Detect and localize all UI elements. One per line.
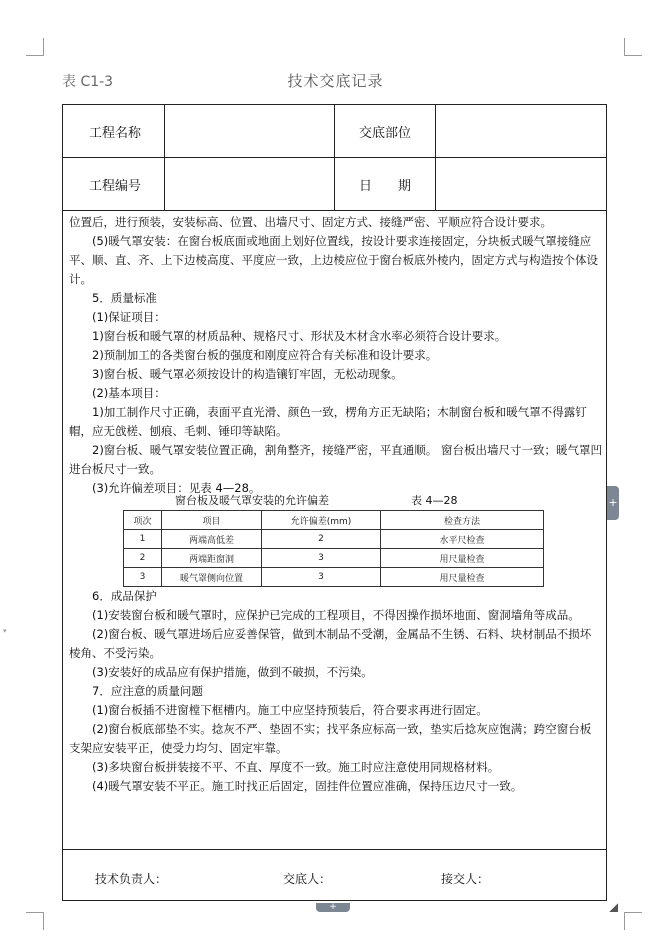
discloser-label: 交底人： <box>283 872 332 886</box>
content-paragraph: (1)窗台板插不进窗樘下框槽内。施工中应坚持预装后，符合要求再进行固定。 <box>92 703 488 717</box>
col-header-item-no: 项次 <box>124 511 162 530</box>
content-paragraph: 3)窗台板、暖气罩必须按设计的构造镶钉牢固，无松动现象。 <box>92 367 403 381</box>
table-cell: 水平尺检查 <box>381 530 544 549</box>
location-label: 交底部位 <box>359 126 412 141</box>
content-paragraph: (5)暖气罩安装：在窗台板底面或地面上划好位置线，按设计要求连接固定，分块板式暖气罩接缝应平、顺、直、齐、上下边棱高度、平度应一致，上边棱应位于窗台板底外棱内，固定方式与构造按个体设计。 <box>69 234 598 286</box>
expand-bottom-tab[interactable]: + <box>316 903 350 912</box>
content-paragraph: (3)多块窗台板拼装接不平、不直、厚度不一致。施工时应注意使用同规格材料。 <box>92 760 500 774</box>
table-row <box>124 568 544 587</box>
disclosure-content-continued <box>69 587 602 796</box>
crop-mark-top-right <box>624 38 642 56</box>
table-cell: 3 <box>124 568 162 587</box>
signature-row-divider <box>63 849 606 850</box>
content-paragraph: 1)窗台板和暖气罩的材质品种、规格尺寸、形状及木材含水率必须符合设计要求。 <box>92 329 507 343</box>
content-paragraph: (2)窗台板、暖气罩进场后应妥善保管，做到木制品不受潮，金属品不生锈、石料、块材制品不损坏棱角、不受污染。 <box>69 627 592 660</box>
resize-grip-icon[interactable] <box>609 903 618 912</box>
tolerance-table-number: 表 4—28 <box>411 494 458 507</box>
content-paragraph: (1)保证项目： <box>92 310 166 324</box>
project-no-label: 工程编号 <box>89 179 142 194</box>
content-paragraph: (2)窗台板底部垫不实。捻灰不严、垫固不实；找平条应标高一致，垫实后捻灰应饱满；跨空窗台板支架应安装平正，使受力均匀、固定牢靠。 <box>69 722 592 755</box>
form-code: 表 C1-3 <box>62 74 114 90</box>
info-col-divider-3 <box>435 105 436 210</box>
info-col-divider-2 <box>334 105 335 210</box>
content-paragraph: 2)窗台板、暖气罩安装位置正确，割角整齐，接缝严密，平直通顺。 窗台板出墙尺寸一致；暖气罩凹进台板尺寸一致。 <box>69 443 602 476</box>
content-paragraph: 6．成品保护 <box>92 589 157 603</box>
expand-side-tab[interactable]: + <box>607 486 619 520</box>
info-table-bottom-border <box>63 210 606 211</box>
tolerance-table <box>123 510 544 587</box>
project-name-label: 工程名称 <box>89 126 142 141</box>
col-header-item: 项目 <box>162 511 262 530</box>
disclosure-content <box>69 213 602 498</box>
table-cell: 2 <box>124 549 162 568</box>
col-header-tolerance: 允许偏差(mm) <box>262 511 381 530</box>
tolerance-table-caption: 窗台板及暖气罩安装的允许偏差 <box>175 494 329 507</box>
page-title: 技术交底记录 <box>287 72 384 90</box>
table-row <box>124 530 544 549</box>
content-paragraph: (4)暖气罩安装不平正。施工时找正后固定，固挂件位置应准确，保持压边尺寸一致。 <box>92 779 523 793</box>
collapse-marker-icon[interactable]: ▾ <box>3 627 7 635</box>
receiver-label: 接交人： <box>441 872 490 886</box>
disclosure-form <box>62 104 607 901</box>
table-cell: 3 <box>262 549 381 568</box>
table-cell: 两端距窗洞 <box>162 549 262 568</box>
table-cell: 3 <box>262 568 381 587</box>
content-paragraph: 位置后，进行预装，安装标高、位置、出墙尺寸、固定方式、接缝严密、平顺应符合设计要求。 <box>69 215 552 229</box>
table-cell: 两端高低差 <box>162 530 262 549</box>
info-col-divider-1 <box>164 105 165 210</box>
content-paragraph: 7．应注意的质量问题 <box>92 684 203 698</box>
table-cell: 2 <box>262 530 381 549</box>
content-paragraph: (2)基本项目： <box>92 386 166 400</box>
crop-mark-bottom-left <box>26 912 44 930</box>
col-header-method: 检查方法 <box>381 511 544 530</box>
content-paragraph: (3)安装好的成品应有保护措施，做到不破损，不污染。 <box>92 665 373 679</box>
table-cell: 用尺量检查 <box>381 549 544 568</box>
content-paragraph: (3)允许偏差项目：见表 4—28。 <box>92 481 261 495</box>
content-paragraph: (1)安装窗台板和暖气罩时，应保护已完成的工程项目，不得因操作损坏地面、窗洞墙角等成品。 <box>92 608 580 622</box>
crop-mark-top-left <box>26 38 44 56</box>
tech-lead-label: 技术负责人： <box>95 872 168 886</box>
content-paragraph: 2)预制加工的各类窗台板的强度和刚度应符合有关标准和设计要求。 <box>92 348 438 362</box>
table-cell: 用尺量检查 <box>381 568 544 587</box>
date-label: 日 期 <box>359 179 412 194</box>
content-paragraph: 5．质量标准 <box>92 291 157 305</box>
crop-mark-bottom-right <box>624 912 642 930</box>
tolerance-table-header-row <box>124 511 544 530</box>
table-cell: 1 <box>124 530 162 549</box>
table-cell: 暖气罩侧向位置 <box>162 568 262 587</box>
content-paragraph: 1)加工制作尺寸正确，表面平直光滑、颜色一致，楞角方正无缺陷；木制窗台板和暖气罩不得露钉帽，应无戗槎、刨痕、毛刺、锤印等缺陷。 <box>69 405 587 438</box>
table-row <box>124 549 544 568</box>
